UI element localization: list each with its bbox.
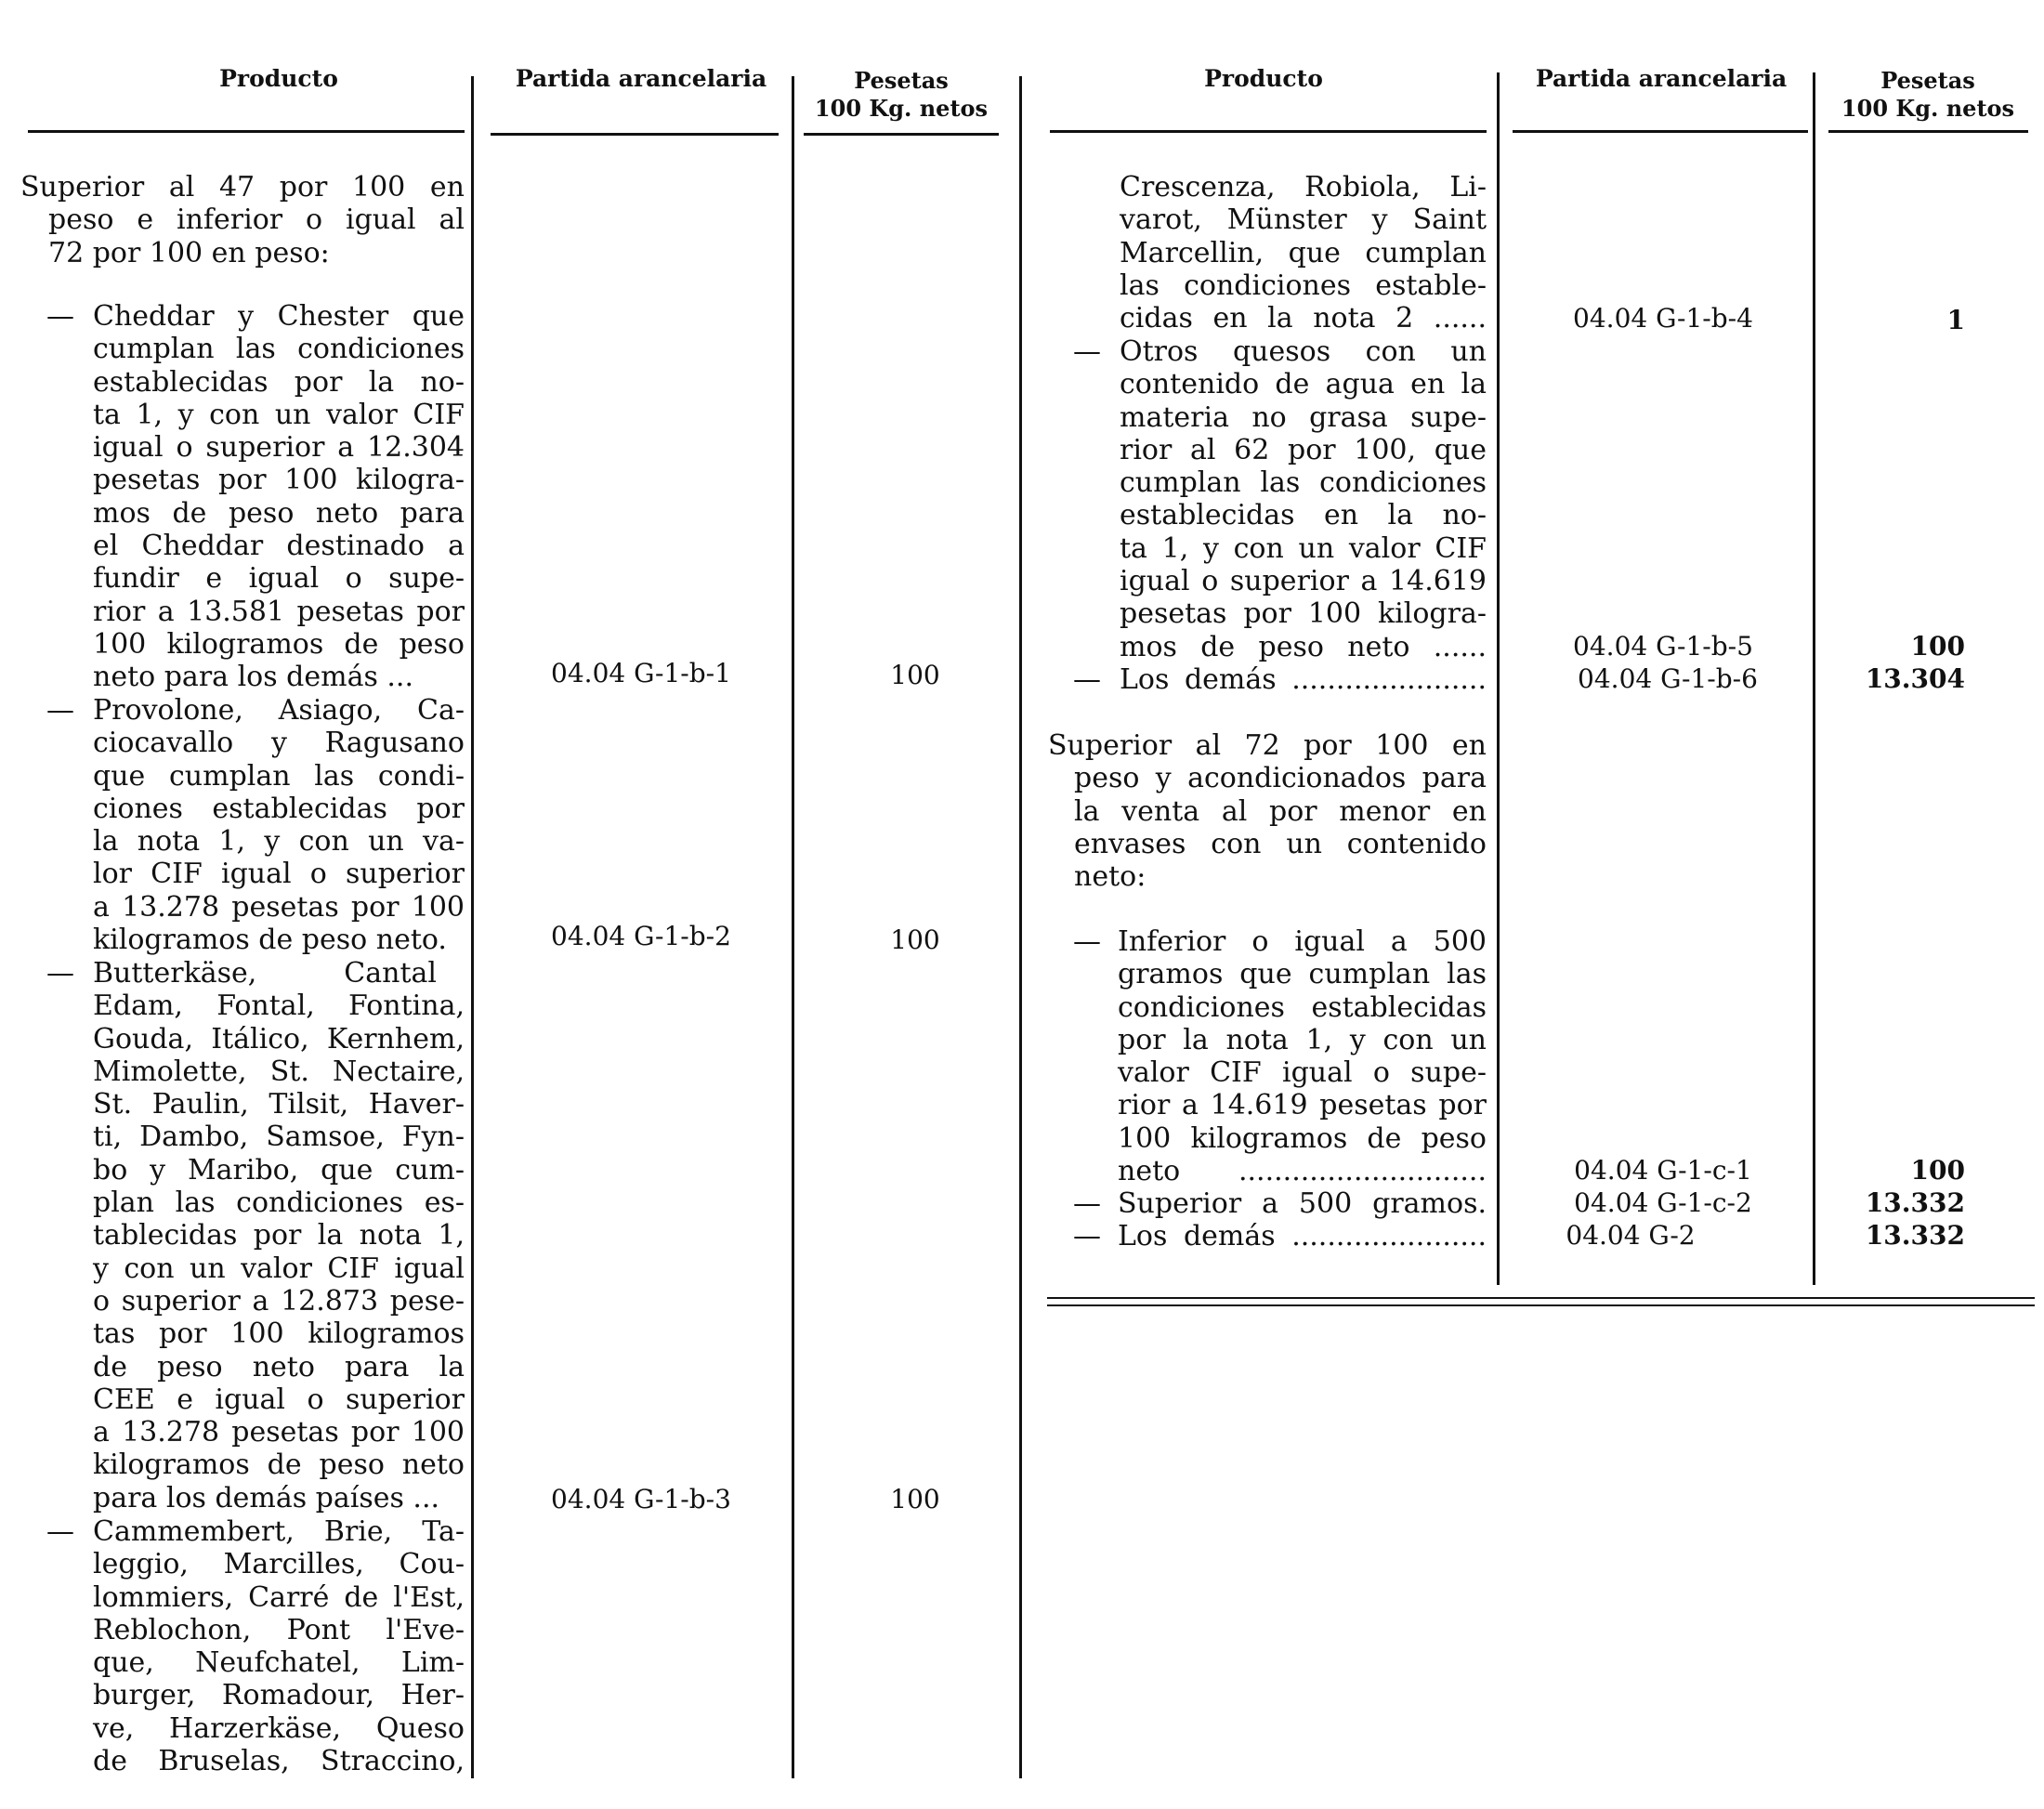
text-line: para los demás países ... bbox=[93, 1481, 440, 1514]
text-line: plan las condiciones es- bbox=[93, 1186, 465, 1220]
text-line: de peso neto para la bbox=[93, 1350, 465, 1383]
pesetas-value: 1 bbox=[1946, 305, 1965, 335]
pesetas-value: 100 bbox=[1910, 631, 1965, 662]
text-line: la nota 1, y con un va- bbox=[93, 825, 465, 859]
text-line: peso e inferior o igual al bbox=[48, 203, 465, 237]
left-item-cheddar bbox=[93, 300, 465, 694]
left-intro-paragraph bbox=[20, 171, 465, 269]
item-dash: — bbox=[46, 694, 74, 727]
right-item-superior-500 bbox=[1118, 1187, 1487, 1220]
text-line: establecidas en la no- bbox=[1120, 499, 1487, 532]
text-line: 100 kilogramos de peso bbox=[93, 627, 465, 661]
header-unit-label: 100 Kg. netos bbox=[1841, 95, 2015, 122]
text-line: igual o superior a 14.619 bbox=[1120, 565, 1487, 598]
text-line: Edam, Fontal, Fontina, bbox=[93, 990, 465, 1023]
column-divider bbox=[792, 76, 794, 1778]
text-line: gramos que cumplan las bbox=[1118, 958, 1487, 991]
partida-code: 04.04 G-1-b-2 bbox=[551, 921, 731, 951]
text-line: contenido de agua en la bbox=[1120, 368, 1487, 401]
column-divider bbox=[471, 76, 474, 1778]
text-line: Inferior o igual a 500 bbox=[1118, 925, 1487, 958]
right-intro-paragraph bbox=[1048, 729, 1487, 893]
pesetas-value: 100 bbox=[890, 924, 940, 955]
text-line: mos de peso neto ...... bbox=[1120, 630, 1487, 663]
text-line: que, Neufchatel, Lim- bbox=[93, 1646, 465, 1680]
text-line: Gouda, Itálico, Kernhem, bbox=[93, 1022, 465, 1055]
text-line: leggio, Marcilles, Cou- bbox=[93, 1548, 465, 1581]
text-line: pesetas por 100 kilogra- bbox=[1120, 597, 1487, 631]
partida-code: 04.04 G-1-c-1 bbox=[1574, 1155, 1752, 1186]
text-line: Crescenza, Robiola, Li- bbox=[1120, 171, 1487, 203]
partida-code: 04.04 G-1-b-4 bbox=[1573, 303, 1753, 334]
text-line: rior al 62 por 100, que bbox=[1120, 433, 1487, 466]
pesetas-value: 13.304 bbox=[1865, 663, 1965, 694]
text-line: fundir e igual o supe- bbox=[93, 562, 465, 596]
column-divider bbox=[1497, 72, 1500, 1285]
text-line: y con un valor CIF igual bbox=[93, 1252, 465, 1285]
partida-code: 04.04 G-2 bbox=[1566, 1220, 1696, 1251]
header-rule-right-producto bbox=[1050, 130, 1487, 133]
header-rule-right-partida bbox=[1513, 130, 1808, 133]
header-rule-left-partida bbox=[491, 133, 779, 136]
item-dash: — bbox=[1073, 1187, 1101, 1220]
text-line: neto ............................ bbox=[1118, 1155, 1487, 1188]
partida-code: 04.04 G-1-b-3 bbox=[551, 1484, 731, 1514]
left-item-cammembert bbox=[93, 1515, 465, 1777]
item-dash: — bbox=[1073, 663, 1101, 696]
text-line: rior a 13.581 pesetas por bbox=[93, 595, 465, 628]
right-item-los-demas-2 bbox=[1118, 1220, 1487, 1252]
text-line: Otros quesos con un bbox=[1120, 335, 1487, 368]
text-line: establecidas por la no- bbox=[93, 365, 465, 399]
text-line: tas por 100 kilogramos bbox=[93, 1317, 465, 1351]
text-line: las condiciones estable- bbox=[1120, 269, 1487, 302]
header-producto-left: Producto bbox=[219, 65, 338, 92]
partida-code: 04.04 G-1-c-2 bbox=[1574, 1187, 1752, 1218]
text-line: Provolone, Asiago, Ca- bbox=[93, 694, 465, 727]
header-partida-left: Partida arancelaria bbox=[515, 65, 767, 92]
header-producto-right: Producto bbox=[1204, 65, 1323, 92]
partida-code: 04.04 G-1-b-1 bbox=[551, 658, 731, 688]
text-line: kilogramos de peso neto bbox=[93, 1449, 465, 1482]
right-item-inferior-500 bbox=[1118, 925, 1487, 1187]
text-line: cidas en la nota 2 ...... bbox=[1120, 302, 1487, 335]
text-line: Superior al 47 por 100 en bbox=[20, 171, 465, 203]
text-line: Reblochon, Pont l'Eve- bbox=[93, 1613, 465, 1646]
header-pesetas-label: Pesetas bbox=[1880, 67, 1975, 94]
text-line: el Cheddar destinado a bbox=[93, 530, 465, 563]
text-line: varot, Münster y Saint bbox=[1120, 203, 1487, 237]
left-item-butterkase bbox=[93, 957, 465, 1514]
text-line: burger, Romadour, Her- bbox=[93, 1679, 465, 1712]
pesetas-value: 100 bbox=[890, 1484, 940, 1514]
header-pesetas-right bbox=[1821, 67, 2035, 123]
header-rule-right-pesetas bbox=[1828, 130, 2028, 133]
text-line: St. Paulin, Tilsit, Haver- bbox=[93, 1088, 465, 1121]
text-line: valor CIF igual o supe- bbox=[1118, 1056, 1487, 1090]
text-line: Superior a 500 gramos. bbox=[1118, 1187, 1487, 1220]
text-line: Marcellin, que cumplan bbox=[1120, 236, 1487, 269]
text-line: ta 1, y con un valor CIF bbox=[1120, 531, 1487, 565]
table-end-rule bbox=[1047, 1297, 2035, 1299]
text-line: Mimolette, St. Nectaire, bbox=[93, 1055, 465, 1088]
text-line: peso y acondicionados para bbox=[1074, 762, 1487, 795]
pesetas-value: 100 bbox=[890, 660, 940, 690]
text-line: kilogramos de peso neto. bbox=[93, 924, 447, 957]
pesetas-value: 13.332 bbox=[1865, 1187, 1965, 1218]
text-line: bo y Maribo, que cum- bbox=[93, 1153, 465, 1186]
text-line: Superior al 72 por 100 en bbox=[1048, 729, 1487, 762]
text-line: lommiers, Carré de l'Est, bbox=[93, 1580, 465, 1614]
text-line: a 13.278 pesetas por 100 bbox=[93, 1416, 465, 1449]
text-line: Los demás ...................... bbox=[1118, 1220, 1487, 1252]
table-end-rule bbox=[1047, 1304, 2035, 1306]
text-line: lor CIF igual o superior bbox=[93, 858, 465, 891]
text-line: ciones establecidas por bbox=[93, 792, 465, 825]
text-line: de Bruselas, Straccino, bbox=[93, 1745, 465, 1778]
header-rule-left-producto bbox=[28, 130, 465, 133]
pesetas-value: 100 bbox=[1910, 1155, 1965, 1186]
text-line: ti, Dambo, Samsoe, Fyn- bbox=[93, 1121, 465, 1154]
text-line: cumplan las condiciones bbox=[93, 333, 465, 366]
text-line: 100 kilogramos de peso bbox=[1118, 1121, 1487, 1155]
text-line: envases con un contenido bbox=[1074, 827, 1487, 860]
partida-code: 04.04 G-1-b-6 bbox=[1578, 663, 1758, 694]
header-pesetas-label: Pesetas bbox=[854, 67, 949, 94]
right-continuation-paragraph bbox=[1120, 171, 1487, 334]
text-line: 72 por 100 en peso: bbox=[48, 236, 330, 269]
text-line: ta 1, y con un valor CIF bbox=[93, 398, 465, 431]
text-line: ciocavallo y Ragusano bbox=[93, 727, 465, 760]
right-item-los-demas bbox=[1120, 663, 1487, 696]
header-pesetas-left bbox=[799, 67, 1003, 123]
text-line: rior a 14.619 pesetas por bbox=[1118, 1089, 1487, 1122]
text-line: la venta al por menor en bbox=[1074, 794, 1487, 828]
item-dash: — bbox=[1073, 1220, 1101, 1252]
text-line: por la nota 1, y con un bbox=[1118, 1023, 1487, 1056]
header-partida-right: Partida arancelaria bbox=[1535, 65, 1788, 92]
text-line: neto para los demás ... bbox=[93, 661, 413, 694]
item-dash: — bbox=[1073, 925, 1101, 958]
text-line: cumplan las condiciones bbox=[1120, 466, 1487, 500]
left-item-provolone bbox=[93, 694, 465, 956]
text-line: Cheddar y Chester que bbox=[93, 300, 465, 333]
text-line: igual o superior a 12.304 bbox=[93, 431, 465, 465]
text-line: mos de peso neto para bbox=[93, 496, 465, 530]
text-line: tablecidas por la nota 1, bbox=[93, 1219, 465, 1252]
item-dash: — bbox=[46, 957, 74, 990]
text-line: Butterkäse, Cantal bbox=[93, 957, 437, 990]
text-line: materia no grasa supe- bbox=[1120, 400, 1487, 434]
text-line: Cammembert, Brie, Ta- bbox=[93, 1515, 465, 1548]
header-unit-label: 100 Kg. netos bbox=[814, 95, 989, 122]
item-dash: — bbox=[46, 1515, 74, 1548]
pesetas-value: 13.332 bbox=[1865, 1220, 1965, 1251]
column-divider bbox=[1019, 76, 1022, 1778]
text-line: neto: bbox=[1074, 860, 1146, 894]
partida-code: 04.04 G-1-b-5 bbox=[1573, 631, 1753, 662]
header-rule-left-pesetas bbox=[804, 133, 999, 136]
column-divider bbox=[1813, 72, 1815, 1285]
item-dash: — bbox=[1073, 335, 1101, 368]
item-dash: — bbox=[46, 300, 74, 333]
text-line: ve, Harzerkäse, Queso bbox=[93, 1711, 465, 1745]
text-line: a 13.278 pesetas por 100 bbox=[93, 890, 465, 924]
text-line: Los demás ...................... bbox=[1120, 663, 1487, 696]
text-line: o superior a 12.873 pese- bbox=[93, 1284, 465, 1317]
text-line: CEE e igual o superior bbox=[93, 1383, 465, 1416]
text-line: que cumplan las condi- bbox=[93, 759, 465, 793]
text-line: condiciones establecidas bbox=[1118, 990, 1487, 1024]
text-line: pesetas por 100 kilogra- bbox=[93, 464, 465, 497]
right-item-otros-quesos bbox=[1120, 335, 1487, 663]
